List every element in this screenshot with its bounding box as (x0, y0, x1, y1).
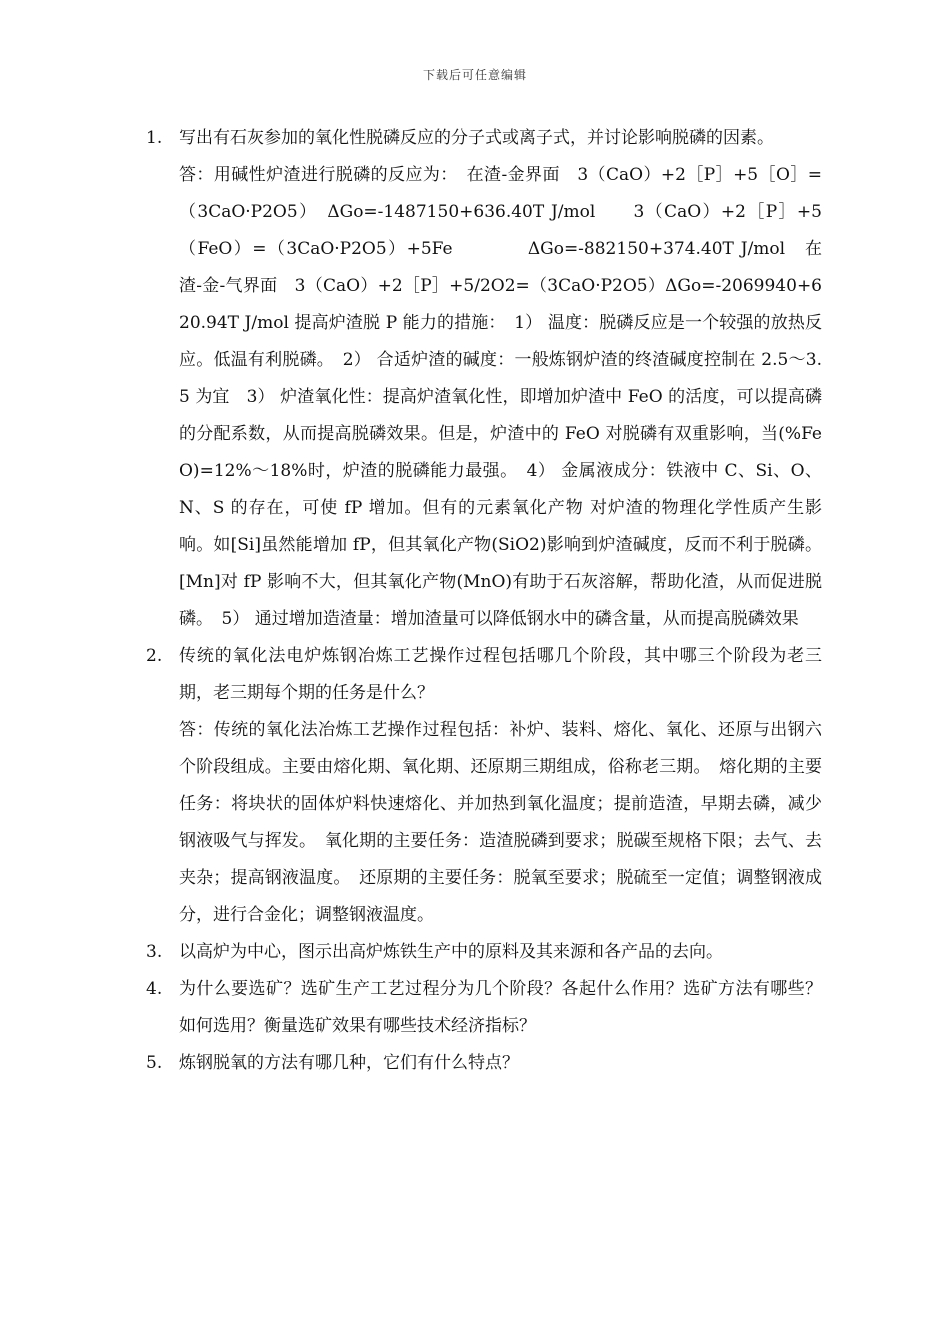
question-item-5 (0, 1045, 950, 1082)
question-text: 写出有石灰参加的氧化性脱磷反应的分子式或离子式，并讨论影响脱磷的因素。 (179, 128, 774, 148)
answer-text: 答：传统的氧化法冶炼工艺操作过程包括：补炉、装料、熔化、氧化、还原与出钢六个阶段组成。主要由熔化期、氧化期、还原期三期组成，俗称老三期。 熔化期的主要任务：将块状的固体炉料快速熔化、并加热到氧化温度；提前造渣，早期去磷，减少钢液吸气与挥发。 氧化期的主要任务：造渣脱磷到要求；脱碳至规格下限；去气、去夹杂；提高钢液温度。 还原期的主要任务：脱氧至要求；脱硫至一定值；调整钢液成分，进行合金化；调整钢液温度。 (179, 720, 822, 925)
item-number: 2. (146, 646, 163, 666)
question-item-3 (0, 934, 950, 971)
page-header: 下载后可任意编辑 (422, 68, 527, 82)
item-number: 5. (146, 1053, 163, 1073)
answer-text: 答：用碱性炉渣进行脱磷的反应为： 在渣-金界面 3（CaO）+2［P］+5［O］=（3CaO·P2O5） ΔGo=-1487150+636.40T J/mol 3（CaO）+2［P］+5（FeO）=（3CaO·P2O5）+5Fe ΔGo=-882150+374.40T J/mol 在渣-金-气界面 3（CaO）+2［P］+5/2O2=（3CaO·P2O5）ΔGo=-2069940+620.94T J/mol 提高炉渣脱 P 能力的措施： 1） 温度：脱磷反应是一个较强的放热反应。低温有利脱磷。 2） 合适炉渣的碱度：一般炼钢炉渣的终渣碱度控制在 2.5～3.5 为宜 3） 炉渣氧化性：提高炉渣氧化性，即增加炉渣中 FeO 的活度，可以提高磷的分配系数，从而提高脱磷效果。但是，炉渣中的 FeO 对脱磷有双重影响，当(%FeO)=12%～18%时，炉渣的脱磷能力最强。 4） 金属液成分：铁液中 C、Si、O、N、S 的存在，可使 fP 增加。但有的元素氧化产物 对炉渣的物理化学性质产生影响。如[Si]虽然能增加 fP，但其氧化产物(SiO2)影响到炉渣碱度，反而不利于脱磷。[Mn]对 fP 影响不大，但其氧化产物(MnO)有助于石灰溶解，帮助化渣，从而促进脱磷。 5） 通过增加造渣量：增加渣量可以降低钢水中的磷含量，从而提高脱磷效果 (179, 165, 822, 629)
question-text: 以高炉为中心，图示出高炉炼铁生产中的原料及其来源和各产品的去向。 (179, 942, 723, 962)
question-item-1 (0, 120, 950, 638)
item-number: 1. (146, 128, 163, 148)
item-number: 4. (146, 979, 163, 999)
question-item-4 (0, 971, 950, 1045)
document-body (0, 120, 950, 1082)
question-text: 为什么要选矿？选矿生产工艺过程分为几个阶段？各起什么作用？选矿方法有哪些？如何选用？衡量选矿效果有哪些技术经济指标？ (179, 979, 822, 1036)
question-text: 炼钢脱氧的方法有哪几种，它们有什么特点？ (179, 1053, 519, 1073)
item-number: 3. (146, 942, 163, 962)
question-item-2 (0, 638, 950, 934)
question-text: 传统的氧化法电炉炼钢冶炼工艺操作过程包括哪几个阶段，其中哪三个阶段为老三期，老三期每个期的任务是什么？ (179, 646, 822, 703)
